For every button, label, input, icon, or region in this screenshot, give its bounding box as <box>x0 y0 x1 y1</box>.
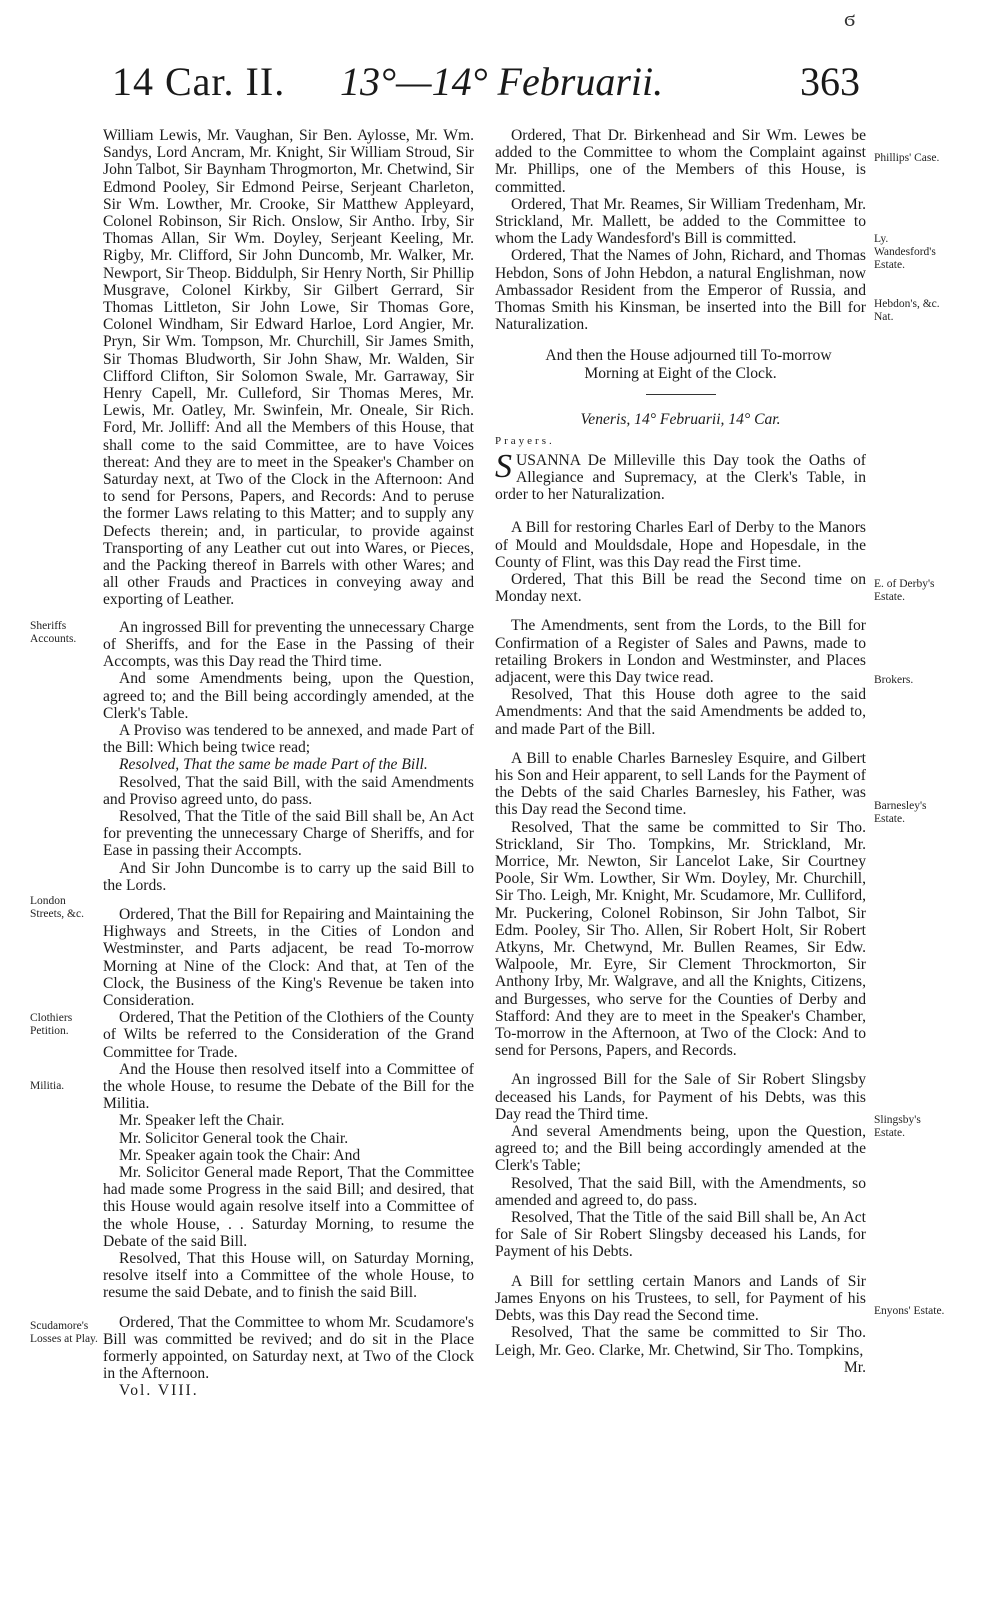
margin-note-clothiers: Clothiers Petition. <box>30 1012 73 1037</box>
london-streets-order: Ordered, That the Bill for Repairing and Maintaining the Highways and Streets, in the Cities of London and Westminster, and Parts adjacent, be read To-morrow Morning at Nine of the Clock: And that, at Ten of the Clock, the Business of the King's Revenue be taken into Consideration. <box>103 905 474 1009</box>
militia-speaker-left: Mr. Speaker left the Chair. <box>119 1112 285 1130</box>
phillips-order: Ordered, That Dr. Birkenhead and Sir Wm. Lewes be added to the Committee to whom the Complaint against Mr. Phillips, one of the Members of this House, is committed. <box>495 127 866 196</box>
margin-note-militia: Militia. <box>30 1080 65 1092</box>
margin-note-phillips: Phillips' Case. <box>874 152 940 164</box>
scudamore-order: Ordered, That the Committee to whom Mr. Scudamore's Bill was committed be revived; and do sit in the Place formerly appointed, on Saturday next, at Two of the Clock in the Afternoon. <box>103 1313 474 1383</box>
brokers-entry <box>495 617 866 737</box>
susanna-entry <box>495 447 866 504</box>
margin-note-london: London Streets, &c. <box>30 895 84 920</box>
sheriffs-resolution-1: Resolved, That the same be made Part of the Bill. <box>119 756 428 774</box>
margin-note-slingsby: Slingsby's Estate. <box>874 1114 921 1139</box>
brokers-amendments-paragraph: The Amendments, sent from the Lords, to the Bill for Confirmation of a Register of Sales and Pawns, made to retailing Brokers in London and Westminster, and Places adjacent, were this Day twice read. <box>495 617 866 686</box>
sheriffs-carry-up: And Sir John Duncombe is to carry up the said Bill to the Lords. <box>103 859 474 894</box>
sheriffs-amendments-paragraph: And some Amendments being, upon the Question, agreed to; and the Bill being accordingly amended, at the Clerk's Table. <box>103 670 474 722</box>
enyons-entry <box>495 1273 866 1376</box>
running-head-date: 13°—14° Februarii. <box>340 59 664 104</box>
sitting-date-heading: Veneris, 14° Februarii, 14° Car. <box>580 411 781 429</box>
catchword: Mr. <box>843 1358 866 1376</box>
barnesley-committee-paragraph: Resolved, That the same be committed to Sir Tho. Strickland, Sir Tho. Tompkins, Mr. Strickland, Mr. Morrice, Mr. Newton, Sir Lancelot Lake, Sir Courtney Poole, Sir Wm. Lowther, Sir Wm. Doyley, Mr. Churchill, Sir Tho. Leigh, Mr. Knight, Mr. Scudamore, Mr. Culliford, Mr. Puckering, Colonel Robinson, Sir John Talbot, Sir Edm. Pooley, Sir Tho. Allen, Sir Robert Holt, Sir Robert Atkyns, Mr. Chetwynd, Mr. Bullen Reames, Sir Edw. Walpoole, Mr. Eyre, Sir Clement Throckmorton, Sir Anthony Irby, Mr. Walgrave, and all the Knights, Citizens, and Burgesses, who serve for the Counties of Derby and Stafford: And they are to meet in the Speaker's Chamber, To-morrow in the Afternoon, at Two of the Clock: And to send for Persons, Papers, and Records. <box>495 818 866 1060</box>
sheriffs-resolution-2: Resolved, That the said Bill, with the said Amendments and Proviso agreed unto, do pass. <box>103 773 474 808</box>
prayers-heading: Prayers. <box>495 434 555 447</box>
slingsby-amendments-paragraph: And several Amendments being, upon the Question, agreed to; and the Bill being accordingly amended at the Clerk's Table; <box>495 1123 866 1175</box>
hebdon-order: Ordered, That the Names of John, Richard, and Thomas Hebdon, Sons of John Hebdon, a natural Englishman, now Ambassador Resident from the Emperor of Russia, and Thomas Smith his Kinsman, be inserted into the Bill for Naturalization. <box>495 247 866 334</box>
enyons-committee-paragraph: Resolved, That the same be committed to Sir Tho. Leigh, Mr. Geo. Clarke, Mr. Chetwind, Sir Tho. Tompkins, <box>495 1324 866 1359</box>
page-header <box>112 58 860 128</box>
slingsby-resolution-2: Resolved, That the Title of the said Bill shall be, An Act for Sale of Sir Robert Slingsby deceased his Lands, for Payment of his Debts. <box>495 1209 866 1261</box>
committee-members-paragraph: William Lewis, Mr. Vaughan, Sir Ben. Aylosse, Mr. Wm. Sandys, Lord Ancram, Mr. Knight, Sir William Stroud, Sir John Talbot, Sir Baynham Throgmorton, Mr. Chetwind, Sir Edmond Pooley, Sir Edmond Peirse, Serjeant Charleton, Sir Wm. Lowther, Mr. Crooke, Sir Matthew Appleyard, Colonel Robinson, Sir Rich. Onslow, Sir Antho. Irby, Sir Thomas Allan, Sir Wm. Doyley, Serjeant Keeling, Mr. Rigby, Mr. Clifford, Sir John Duncomb, Mr. Walker, Mr. Newport, Sir Theop. Biddulph, Sir Henry North, Sir Phillip Musgrave, Colonel Kirkby, Sir Gilbert Gerrard, Sir Thomas Littleton, Sir John Lowe, Sir Thomas Gore, Colonel Windham, Sir Edward Harloe, Lord Angier, Mr. Pryn, Sir Wm. Tompson, Mr. Churchill, Sir James Smith, Sir Thomas Bludworth, Sir John Shaw, Mr. Walden, Sir Clifford Clifton, Sir Solomon Swale, Mr. Garraway, Sir Henry Capell, Mr. Culleford, Sir Thomas Meres, Mr. Lewis, Mr. Oatley, Mr. Swinfein, Mr. Oneale, Sir Rich. Ford, Mr. Jolliff: And all the Members of this House, that shall come to the said Committee, are to have Voices thereat: And they are to meet in the Speaker's Chamber on Saturday next, at Two of the Clock in the Afternoon: And to send for Persons, Papers, and Records: And to peruse the former Laws relating to this Matter; and to supply any Defects therein; and, in particular, to provide against Transporting of any Leather cut out into Wares, or Pieces, and the Packing thereof in Barrels with other Wares; and all other Frauds and Practices in conveying away and exporting of Leather. <box>103 127 474 609</box>
militia-report: Mr. Solicitor General made Report, That the Committee had made some Progress in the said Bill; and desired, that this House would again resolve itself into a Committee of the whole House, . . Saturday Morning, to resume the Debate of the said Bill. <box>103 1163 474 1250</box>
derby-bill-paragraph: A Bill for restoring Charles Earl of Derby to the Manors of Mould and Mouldsdale, Hope and Hopesdale, in the County of Flint, was this Day read the First time. <box>495 519 866 571</box>
section-divider <box>646 394 716 396</box>
barnesley-bill-paragraph: A Bill to enable Charles Barnesley Esquire, and Gilbert his Son and Heir apparent, to sell Lands for the Payment of the Debts of the said Charles Barnesley, his Father, was this Day read the Second time. <box>495 749 866 819</box>
left-column <box>103 127 474 1400</box>
right-column <box>495 127 866 1376</box>
sheriffs-entry <box>103 619 474 894</box>
margin-note-wandesford: Ly. Wandesford's Estate. <box>874 233 936 271</box>
militia-resolution: Resolved, That this House will, on Saturday Morning, resolve itself into a Committee of the whole House, to resume the said Debate, and to finish the said Bill. <box>103 1250 474 1302</box>
barnesley-entry <box>495 750 866 1060</box>
margin-note-enyons: Enyons' Estate. <box>874 1305 945 1317</box>
sheriffs-resolution-3: Resolved, That the Title of the said Bill shall be, An Act for preventing the unnecessary Charge of Sheriffs, and for Ease in passing their Accompts. <box>103 807 474 860</box>
wandesford-order: Ordered, That Mr. Reames, Sir William Tredenham, Mr. Strickland, Mr. Mallett, be added to the Committee to whom the Lady Wandesford's Bill is committed. <box>495 195 866 248</box>
slingsby-resolution-1: Resolved, That the said Bill, with the Amendments, so amended and agreed to, do pass. <box>495 1174 866 1209</box>
running-head-reign: 14 Car. II. <box>112 59 286 104</box>
susanna-oaths-paragraph: USANNA De Milleville this Day took the Oaths of Allegiance and Supremacy, at the Clerk's Table, in order to her Naturalization. <box>495 451 866 504</box>
enyons-bill-paragraph: A Bill for settling certain Manors and Lands of Sir James Enyons on his Trustees, to sell, for Payment of his Debts, was this Day read the Second time. <box>495 1272 866 1325</box>
margin-note-sheriffs: Sheriffs Accounts. <box>30 620 77 645</box>
brokers-resolution: Resolved, That this House doth agree to the said Amendments: And that the said Amendments be added to, and made Part of the Bill. <box>495 686 866 738</box>
derby-entry <box>495 519 866 605</box>
slingsby-bill-paragraph: An ingrossed Bill for the Sale of Sir Robert Slingsby deceased his Lands, for Payment of his Debts, was this Day read the Third time. <box>495 1071 866 1123</box>
adjournment-notice: And then the House adjourned till To-morrow Morning at Eight of the Clock. <box>545 347 832 382</box>
sheriffs-bill-paragraph: An ingrossed Bill for preventing the unnecessary Charge of Sheriffs, and for the Ease in the Passing of their Accompts, was this Day read the Third time. <box>103 618 474 671</box>
militia-entry <box>103 1061 474 1302</box>
margin-note-scudamore: Scudamore's Losses at Play. <box>30 1320 98 1345</box>
margin-note-brokers: Brokers. <box>874 674 914 686</box>
drop-capital: S <box>495 447 512 485</box>
margin-note-barnesley: Barnesley's Estate. <box>874 800 927 825</box>
militia-speaker-again: Mr. Speaker again took the Chair: And <box>119 1146 361 1164</box>
militia-committee-paragraph: And the House then resolved itself into a Committee of the whole House, to resume the Debate of the Bill for the Militia. <box>103 1060 474 1113</box>
volume-signature: Vol. VIII. <box>119 1382 199 1400</box>
slingsby-entry <box>495 1071 866 1260</box>
margin-note-derby: E. of Derby's Estate. <box>874 578 935 603</box>
corner-mark: ϭ <box>844 6 856 31</box>
sheriffs-proviso-paragraph: A Proviso was tendered to be annexed, and made Part of the Bill: Which being twice read; <box>103 721 474 757</box>
derby-order: Ordered, That this Bill be read the Second time on Monday next. <box>495 570 866 606</box>
page-number: 363 <box>800 59 860 104</box>
clothiers-petition-order: Ordered, That the Petition of the Clothiers of the County of Wilts be referred to the Consideration of the Grand Committee for Trade. <box>103 1009 474 1061</box>
margin-note-hebdon: Hebdon's, &c. Nat. <box>874 298 940 323</box>
militia-solicitor-took: Mr. Solicitor General took the Chair. <box>119 1129 349 1147</box>
